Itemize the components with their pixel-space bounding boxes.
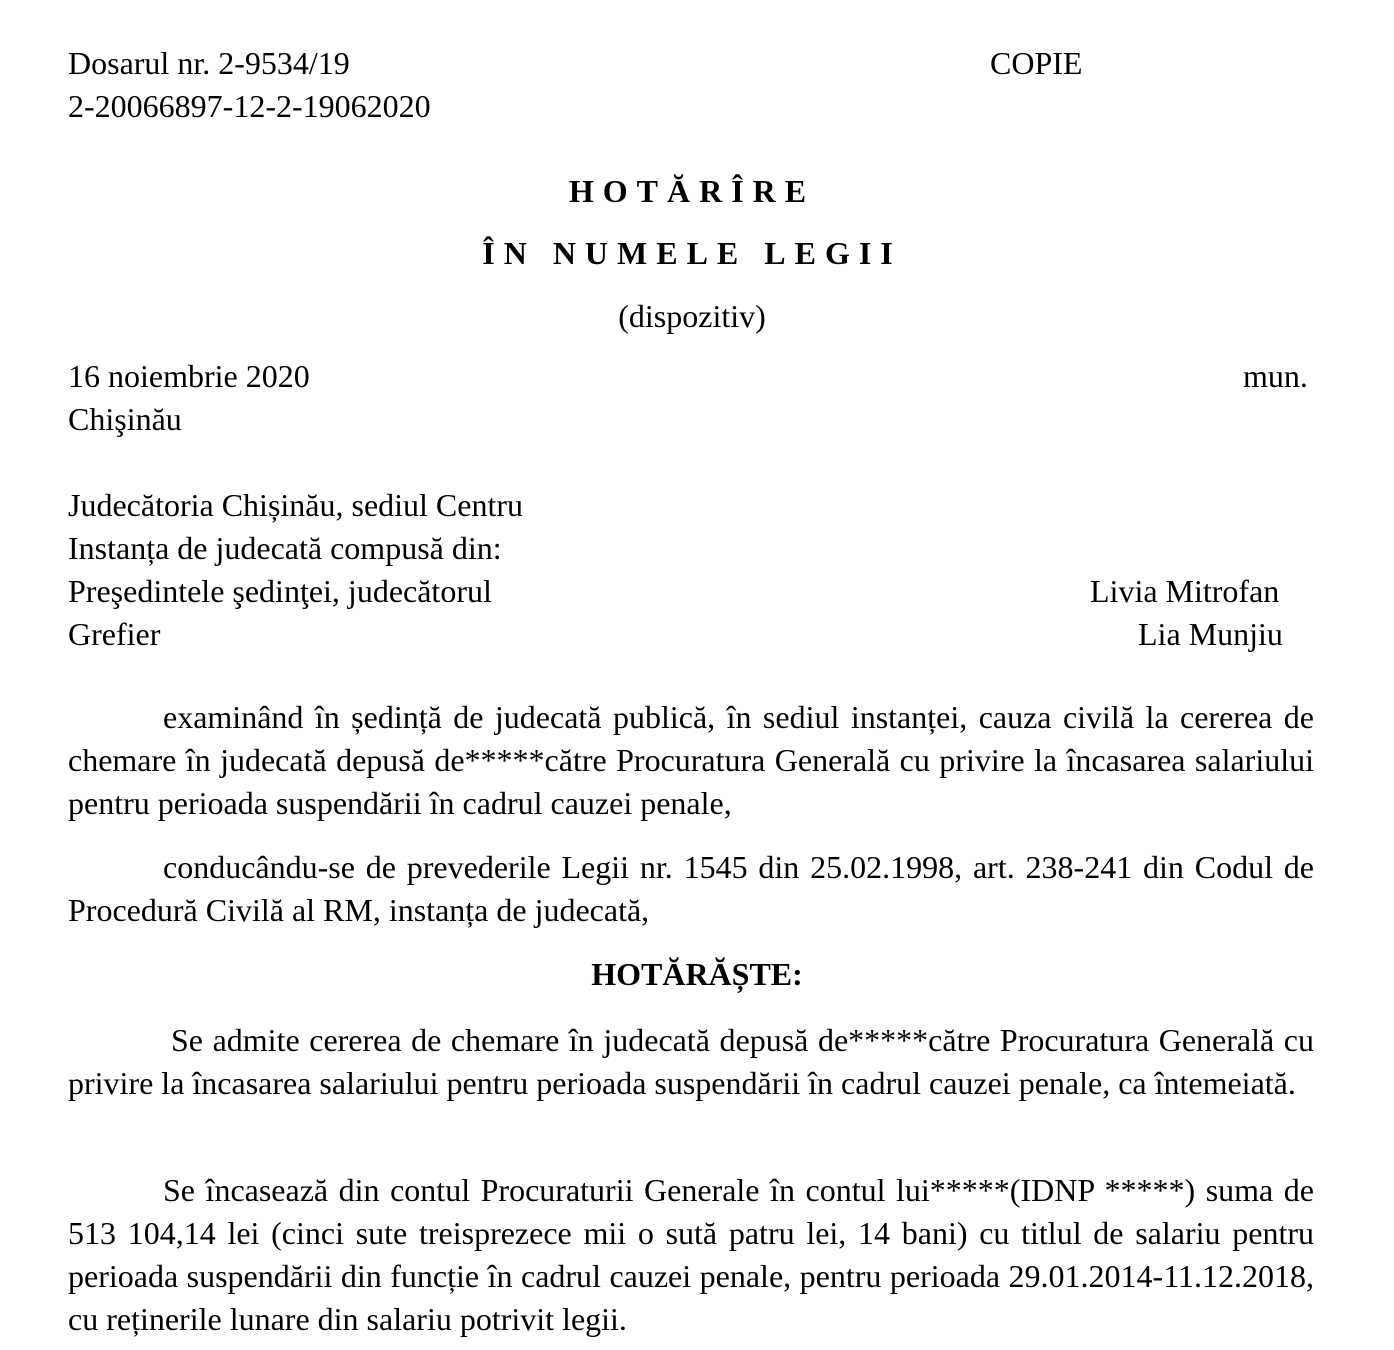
document-title: HOTĂRÎRE [568, 173, 816, 209]
president-name: Livia Mitrofan [1090, 573, 1280, 609]
case-code: 2-20066897-12-2-19062020 [68, 88, 431, 124]
document-type-note: (dispozitiv) [618, 298, 766, 334]
paragraph-legal-basis: conducându-se de prevederile Legii nr. 1545 din 25.02.1998, art. 238-241 din Codul de Procedură Civilă al RM, instanța de judecată, [68, 849, 1314, 928]
paragraph-examination: examinând în ședință de judecată publică, în sediul instanței, cauza civilă la cererea de chemare în judecată depusă de*****către Procuratura Generală cu privire la încasarea salariului pentru perioada suspendării în cadrul cauzei penale, [68, 699, 1314, 821]
clerk-label: Grefier [68, 616, 161, 652]
decision-date: 16 noiembrie 2020 [68, 358, 310, 394]
paragraph-admission: Se admite cererea de chemare în judecată depusă de*****către Procuratura Generală cu privire la încasarea salariului pentru perioada suspendării în cadrul cauzei penale, ca întemeiată. [68, 1022, 1314, 1101]
court-composition: Instanța de judecată compusă din: [68, 530, 502, 566]
decision-heading: HOTĂRĂȘTE: [591, 956, 803, 992]
copy-mark: COPIE [990, 45, 1083, 81]
president-label: Preşedintele şedinţei, judecătorul [68, 573, 492, 609]
clerk-name: Lia Munjiu [1138, 616, 1283, 652]
city-name: Chişinău [68, 401, 182, 437]
court-name: Judecătoria Chișinău, sediul Centru [68, 487, 524, 523]
paragraph-payment: Se încasează din contul Procuraturii Generale în contul lui*****(IDNP *****) suma de 513 104,14 lei (cinci sute treisprezece mii o sută patru lei, 14 bani) cu titlul de salariu pentru perioada suspendării din funcție în cadrul cauzei penale, pentru perioada 29.01.2014-11.12.2018, cu reținerile lunare din salariu potrivit legii. [68, 1172, 1314, 1337]
case-number: Dosarul nr. 2-9534/19 [68, 45, 350, 81]
municipality-label: mun. [1243, 358, 1308, 394]
document-subtitle: ÎN NUMELE LEGII [482, 235, 902, 271]
